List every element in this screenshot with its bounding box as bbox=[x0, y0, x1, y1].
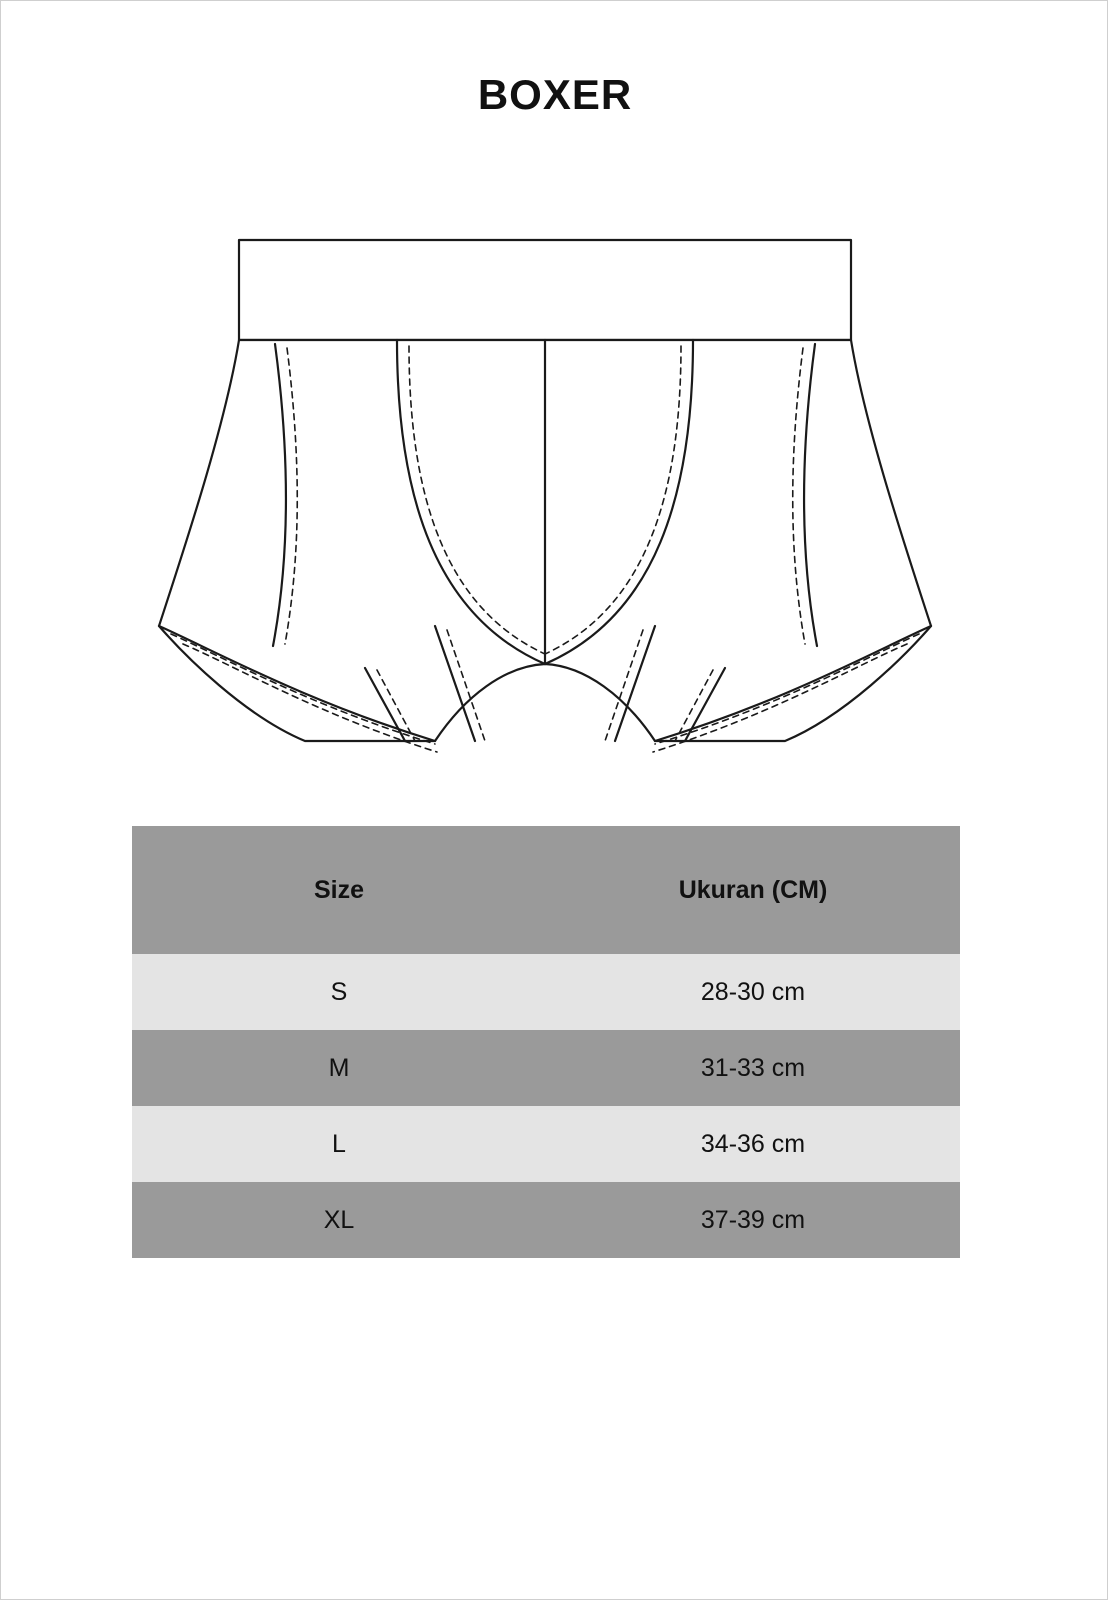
column-header-size: Size bbox=[132, 826, 546, 954]
table-row bbox=[132, 954, 960, 1030]
cell-measurement: 37-39 cm bbox=[546, 1182, 960, 1258]
page-title: BOXER bbox=[477, 71, 633, 118]
boxer-illustration bbox=[105, 196, 1005, 796]
column-header-measurement: Ukuran (CM) bbox=[546, 826, 960, 954]
table-row bbox=[132, 1106, 960, 1182]
cell-measurement: 28-30 cm bbox=[546, 954, 960, 1030]
table-row bbox=[132, 1030, 960, 1106]
cell-size: L bbox=[132, 1106, 546, 1182]
table-header-row bbox=[132, 826, 960, 954]
cell-measurement: 31-33 cm bbox=[546, 1030, 960, 1106]
cell-measurement: 34-36 cm bbox=[546, 1106, 960, 1182]
cell-size: S bbox=[132, 954, 546, 1030]
cell-size: XL bbox=[132, 1182, 546, 1258]
cell-size: M bbox=[132, 1030, 546, 1106]
size-table bbox=[132, 826, 960, 1258]
table-row bbox=[132, 1182, 960, 1258]
